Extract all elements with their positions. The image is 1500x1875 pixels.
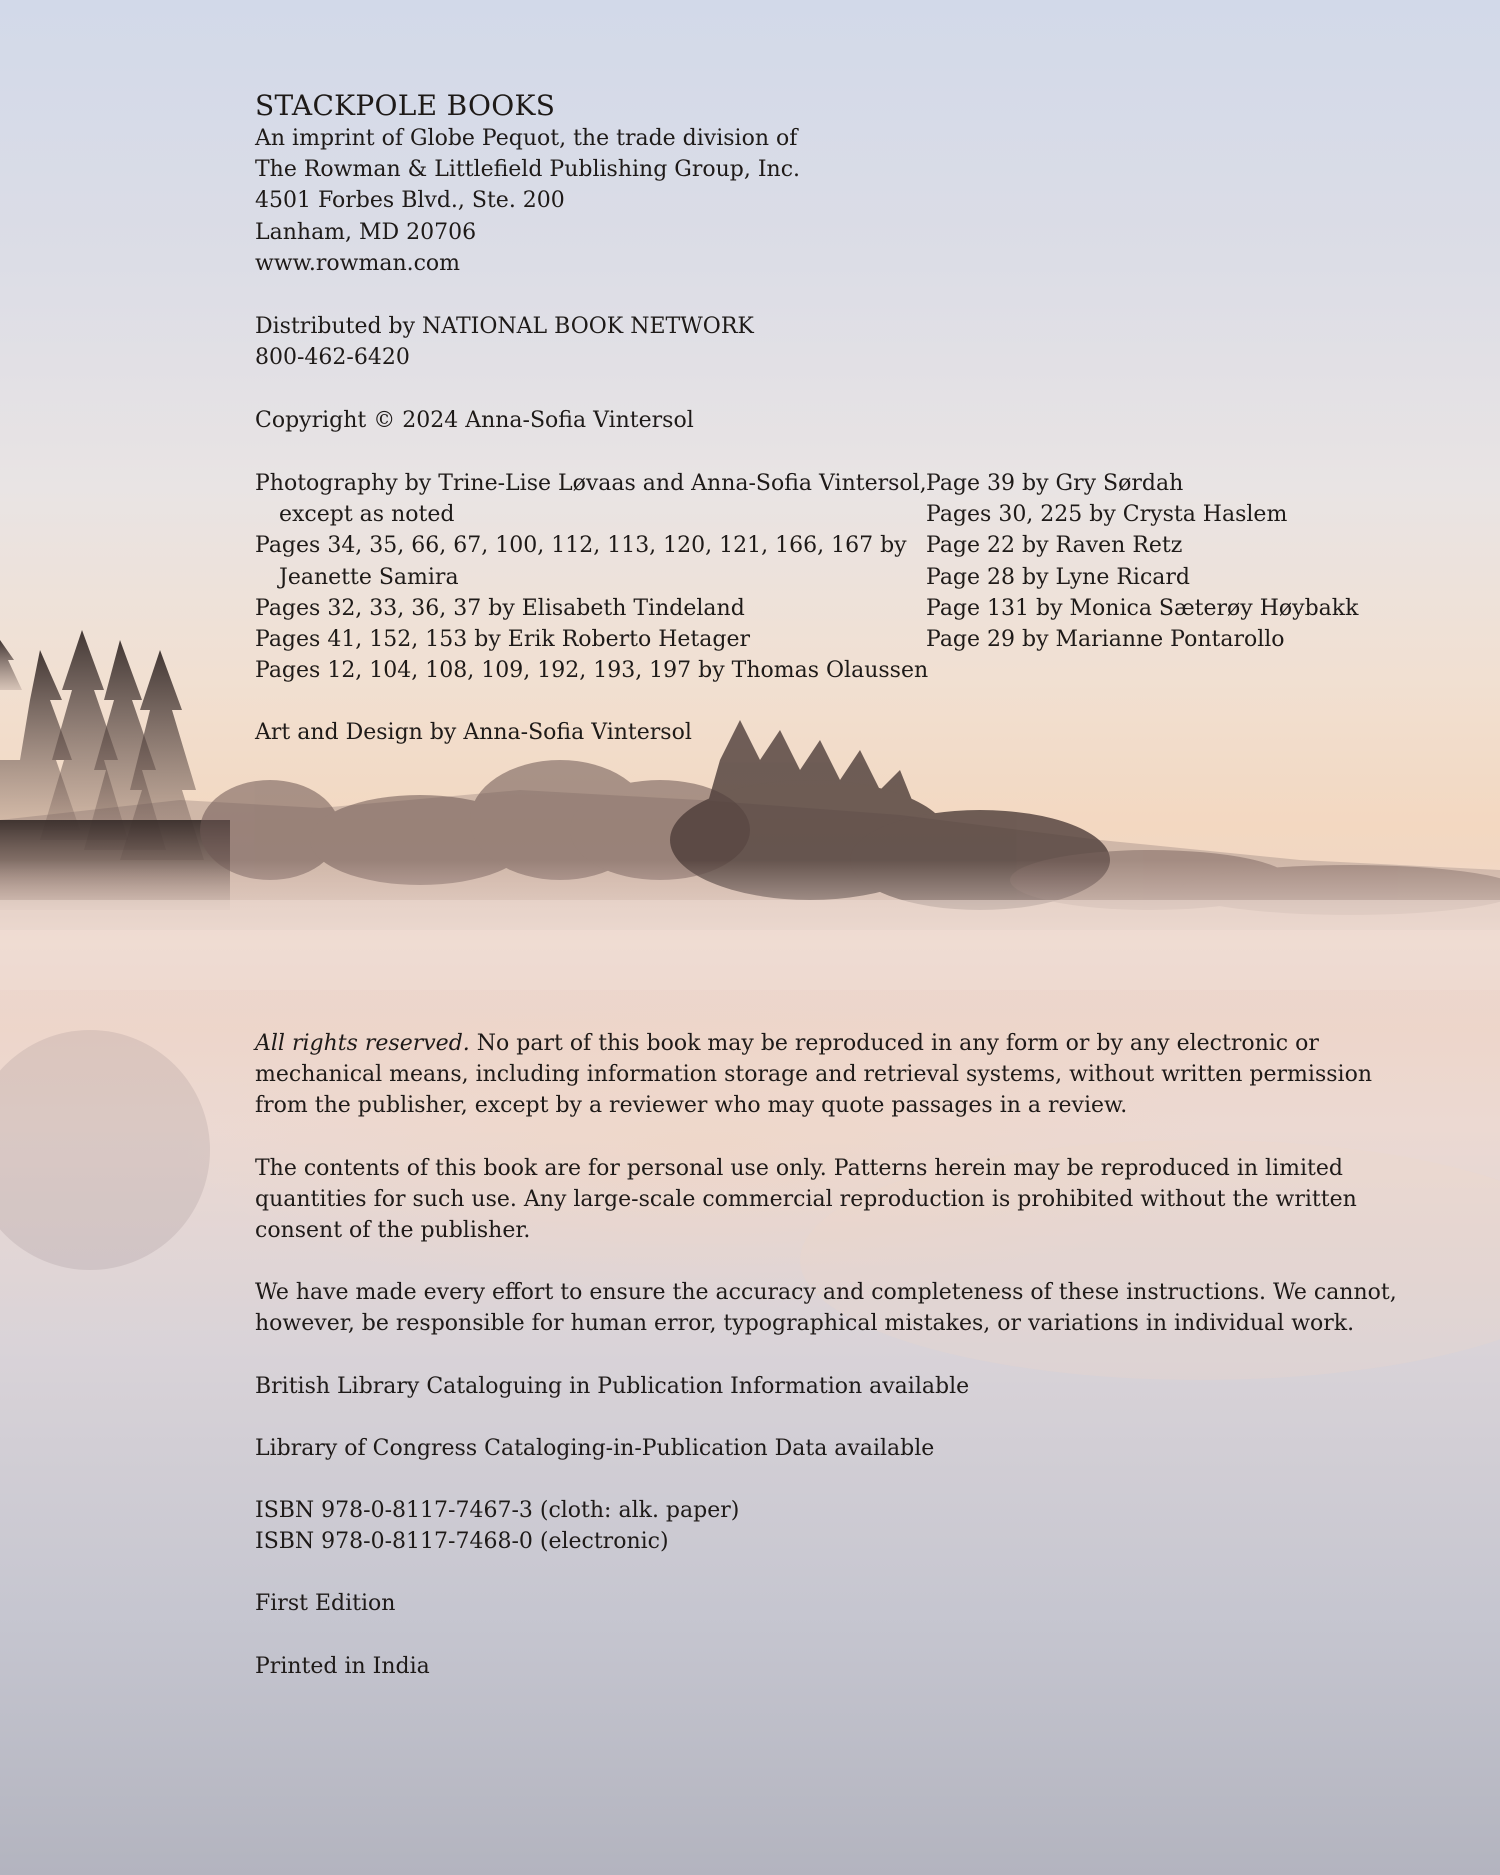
library-of-congress-note: Library of Congress Cataloging-in-Publication Data available: [255, 1435, 935, 1461]
photo-credit-line: Pages 12, 104, 108, 109, 192, 193, 197 by Thomas Olaussen: [255, 658, 929, 684]
copyright-line-block: [255, 405, 694, 436]
photo-credit-line: Page 39 by Gry Sørdah: [926, 471, 1184, 496]
printed-note: Printed in India: [255, 1653, 430, 1679]
photo-credit-line: Photography by Trine-Lise Løvaas and Anna-Sofia Vintersol,: [255, 471, 927, 496]
rights-body: No part of this book may be reproduced in any form or by any electronic or mechanical means, including information storage and retrieval systems, without written permission from the publisher, except by a reviewer who may quote passages in a review.: [255, 1031, 1372, 1119]
publisher-name: STACKPOLE BOOKS: [255, 89, 556, 122]
photo-credit-line: except as noted: [279, 502, 455, 528]
publisher-address: 4501 Forbes Blvd., Ste. 200: [255, 188, 565, 214]
edition-note: First Edition: [255, 1591, 396, 1617]
photo-credit-line: Page 28 by Lyne Ricard: [926, 564, 1190, 590]
isbn-electronic: ISBN 978-0-8117-7468-0 (electronic): [255, 1529, 669, 1555]
photo-credits-left: [255, 468, 928, 686]
photo-credit-line: Page 29 by Marianne Pontarollo: [926, 627, 1285, 653]
rights-paragraph: [255, 1028, 1415, 1122]
isbn-cloth: ISBN 978-0-8117-7467-3 (cloth: alk. paper): [255, 1498, 740, 1524]
rights-lead: All rights reserved.: [255, 1031, 470, 1056]
photo-credits-right: [926, 468, 1358, 655]
distribution-block: [255, 311, 754, 373]
photo-credit-line: Pages 32, 33, 36, 37 by Elisabeth Tindeland: [255, 595, 745, 621]
personal-use-paragraph: The contents of this book are for personal use only. Patterns herein may be reproduced in limited quantities for such use. Any large-scale commercial reproduction is prohibited without the written consent of the publisher.: [255, 1155, 1357, 1244]
art-design-credit: Art and Design by Anna-Sofia Vintersol: [255, 720, 692, 745]
distributor-phone: 800-462-6420: [255, 345, 410, 371]
publisher-block: [255, 89, 800, 279]
publisher-city: Lanham, MD 20706: [255, 219, 477, 245]
publisher-line: An imprint of Globe Pequot, the trade division of: [255, 126, 798, 151]
publisher-line: The Rowman & Littlefield Publishing Group, Inc.: [255, 157, 801, 183]
photo-credit-line: Pages 30, 225 by Crysta Haslem: [926, 502, 1288, 528]
publisher-website: www.rowman.com: [255, 250, 461, 276]
photo-credit-line: Jeanette Samira: [279, 564, 459, 590]
art-design-block: [255, 717, 692, 748]
photo-credit-line: Page 22 by Raven Retz: [926, 533, 1183, 559]
photo-credit-line: Pages 34, 35, 66, 67, 100, 112, 113, 120, 121, 166, 167 by: [255, 533, 907, 559]
photo-credit-line: Pages 41, 152, 153 by Erik Roberto Hetager: [255, 627, 750, 653]
copyright-notice: Copyright © 2024 Anna-Sofia Vintersol: [255, 408, 694, 433]
british-library-note: British Library Cataloguing in Publication Information available: [255, 1373, 970, 1399]
photo-credit-line: Page 131 by Monica Sæterøy Høybakk: [926, 595, 1359, 621]
distributor-line: Distributed by NATIONAL BOOK NETWORK: [255, 314, 754, 339]
legal-block: [255, 1028, 1415, 1682]
accuracy-paragraph: We have made every effort to ensure the accuracy and completeness of these instructions. We cannot, however, be responsible for human error, typographical mistakes, or variations in individual work.: [255, 1280, 1397, 1337]
